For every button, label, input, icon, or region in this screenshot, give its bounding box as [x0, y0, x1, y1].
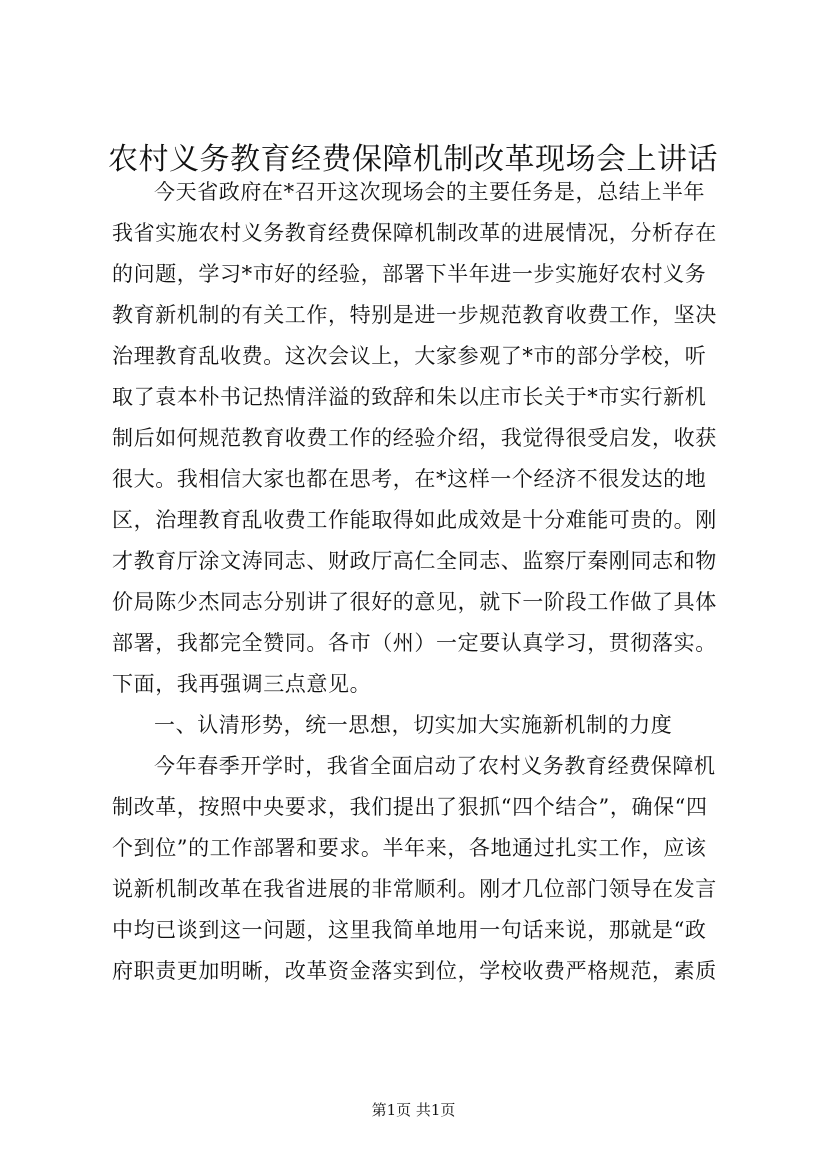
body-line: 制后如何规范教育收费工作的经验介绍，我觉得很受启发，收获	[112, 426, 717, 450]
page-footer: 第1页 共1页	[371, 1101, 456, 1119]
body-line: 部署，我都完全赞同。各市（州）一定要认真学习，贯彻落实。	[112, 631, 717, 655]
body-line: 取了袁本朴书记热情洋溢的致辞和朱以庄市长关于*市实行新机	[112, 385, 707, 409]
body-line: 今天省政府在*召开这次现场会的主要任务是，总结上半年	[154, 180, 706, 204]
body-line: 区，治理教育乱收费工作能取得如此成效是十分难能可贵的。刚	[112, 508, 717, 532]
body-line: 制改革，按照中央要求，我们提出了狠抓“四个结合”，确保“四	[112, 795, 708, 819]
document-title: 农村义务教育经费保障机制改革现场会上讲话	[108, 142, 718, 177]
body-line: 教育新机制的有关工作，特别是进一步规范教育收费工作，坚决	[112, 303, 717, 327]
body-line: 说新机制改革在我省进展的非常顺利。刚才几位部门领导在发言	[112, 877, 717, 901]
body-line: 的问题，学习*市好的经验，部署下半年进一步实施好农村义务	[112, 262, 707, 286]
body-line: 才教育厅涂文涛同志、财政厅高仁全同志、监察厅秦刚同志和物	[112, 549, 717, 573]
body-line: 很大。我相信大家也都在思考，在*这样一个经济不很发达的地	[112, 467, 707, 491]
body-line: 今年春季开学时，我省全面启动了农村义务教育经费保障机	[154, 754, 716, 778]
body-line: 府职责更加明晰，改革资金落实到位，学校收费严格规范，素质	[112, 959, 717, 983]
body-line: 下面，我再强调三点意见。	[112, 672, 372, 696]
body-line: 我省实施农村义务教育经费保障机制改革的进展情况，分析存在	[112, 221, 717, 245]
body-line: 价局陈少杰同志分别讲了很好的意见，就下一阶段工作做了具体	[112, 590, 717, 614]
body-line: 中均已谈到这一问题，这里我简单地用一句话来说，那就是“政	[112, 918, 707, 942]
section-heading: 一、认清形势，统一思想，切实加大实施新机制的力度	[154, 713, 673, 737]
body-line: 个到位”的工作部署和要求。半年来，各地通过扎实工作，应该	[112, 836, 707, 860]
body-line: 治理教育乱收费。这次会议上，大家参观了*市的部分学校，听	[112, 344, 707, 368]
